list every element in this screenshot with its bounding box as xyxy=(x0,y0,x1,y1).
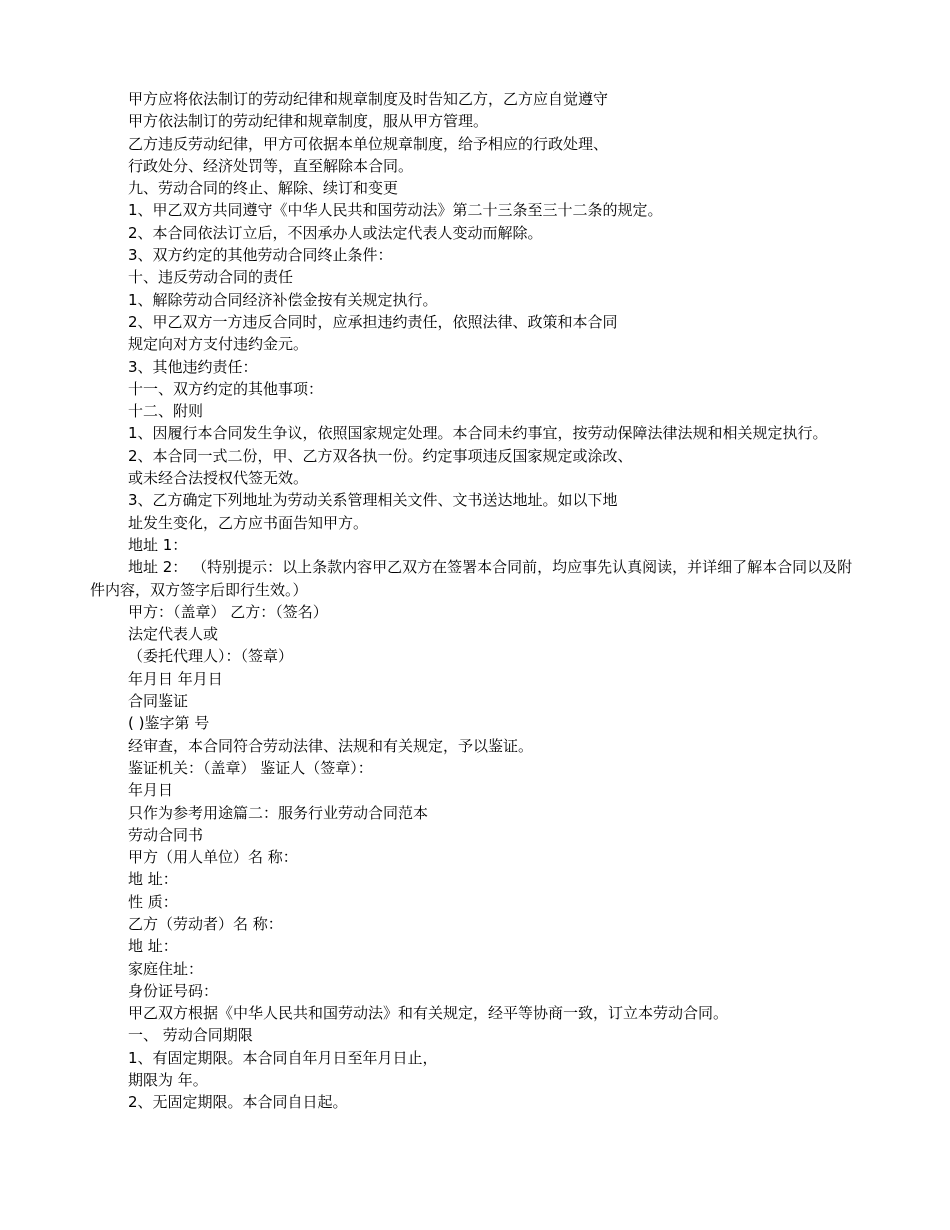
text-line: 规定向对方支付违约金元。 xyxy=(128,335,309,354)
text-line: 甲方：（盖章） 乙方：（签名） xyxy=(128,602,328,621)
text-line: 2、无固定期限。本合同自日起。 xyxy=(128,1093,348,1112)
text-line: 甲方依法制订的劳动纪律和规章制度，服从甲方管理。 xyxy=(128,112,489,131)
text-line: 性 质： xyxy=(128,892,178,911)
text-line: 或未经合法授权代签无效。 xyxy=(128,469,309,488)
text-line: 年月日 xyxy=(128,781,174,800)
text-line: 鉴证机关：（盖章） 鉴证人（签章）： xyxy=(128,758,373,777)
text-line: 身份证号码： xyxy=(128,981,219,1000)
text-line: 甲方（用人单位）名 称： xyxy=(128,848,298,867)
text-line: 乙方（劳动者）名 称： xyxy=(128,914,283,933)
text-line: 甲方应将依法制订的劳动纪律和规章制度及时告知乙方，乙方应自觉遵守 xyxy=(128,90,609,108)
text-line: 地 址： xyxy=(128,870,178,889)
text-line: 3、乙方确定下列地址为劳动关系管理相关文件、文书送达地址。如以下地 xyxy=(128,491,618,510)
section-heading: 十、违反劳动合同的责任 xyxy=(128,268,294,287)
text-line: 3、双方约定的其他劳动合同终止条件： xyxy=(128,246,393,265)
section-heading: 十一、双方约定的其他事项： xyxy=(128,379,324,398)
section-heading: 合同鉴证 xyxy=(128,692,189,711)
text-line: 只作为参考用途篇二：服务行业劳动合同范本 xyxy=(128,803,429,822)
text-line: 乙方违反劳动纪律，甲方可依据本单位规章制度，给予相应的行政处理、 xyxy=(128,134,609,153)
text-line: 甲乙双方根据《中华人民共和国劳动法》和有关规定，经平等协商一致，订立本劳动合同。 xyxy=(128,1004,729,1023)
text-line: 1、甲乙双方共同遵守《中华人民共和国劳动法》第二十三条至三十二条的规定。 xyxy=(128,201,663,220)
paragraph: 地址 2： （特别提示：以上条款内容甲乙双方在签署本合同前，均应事先认真阅读，并详细了解本合同以及附件内容，双方签字后即行生效。） xyxy=(90,558,853,599)
section-heading: 十二、附则 xyxy=(128,402,204,421)
text-line: 1、有固定期限。本合同自年月日至年月日止， xyxy=(128,1048,438,1067)
text-line: 经审查，本合同符合劳动法律、法规和有关规定，予以鉴证。 xyxy=(128,736,534,755)
text-line: （委托代理人）：（签章） xyxy=(128,647,294,666)
text-line: 3、其他违约责任： xyxy=(128,357,258,376)
paragraph: 1、因履行本合同发生争议，依照国家规定处理。本合同未约事宜，按劳动保障法律法规和相关规定执行。 xyxy=(128,424,828,443)
text-line: 1、解除劳动合同经济补偿金按有关规定执行。 xyxy=(128,290,438,309)
text-line: 家庭住址： xyxy=(128,959,204,978)
document-title: 劳动合同书 xyxy=(128,825,204,844)
text-line: ( )鉴字第 号 xyxy=(128,714,210,733)
text-line: 地址 1： xyxy=(128,535,188,554)
document-page xyxy=(0,88,950,1114)
text-line: 法定代表人或 xyxy=(128,625,219,644)
text-line: 地 址： xyxy=(128,937,178,956)
section-heading: 一、 劳动合同期限 xyxy=(128,1026,253,1045)
section-heading: 九、劳动合同的终止、解除、续订和变更 xyxy=(128,179,399,198)
text-line: 行政处分、经济处罚等，直至解除本合同。 xyxy=(128,156,414,175)
text-line: 2、本合同一式二份，甲、乙方双各执一份。约定事项违反国家规定或涂改、 xyxy=(128,446,633,465)
text-line: 年月日 年月日 xyxy=(128,669,223,688)
text-line: 2、甲乙双方一方违反合同时，应承担违约责任，依照法律、政策和本合同 xyxy=(128,312,618,331)
text-line: 期限为 年。 xyxy=(128,1071,208,1090)
text-line: 址发生变化，乙方应书面告知甲方。 xyxy=(128,513,369,532)
text-line: 2、本合同依法订立后，不因承办人或法定代表人变动而解除。 xyxy=(128,223,543,242)
